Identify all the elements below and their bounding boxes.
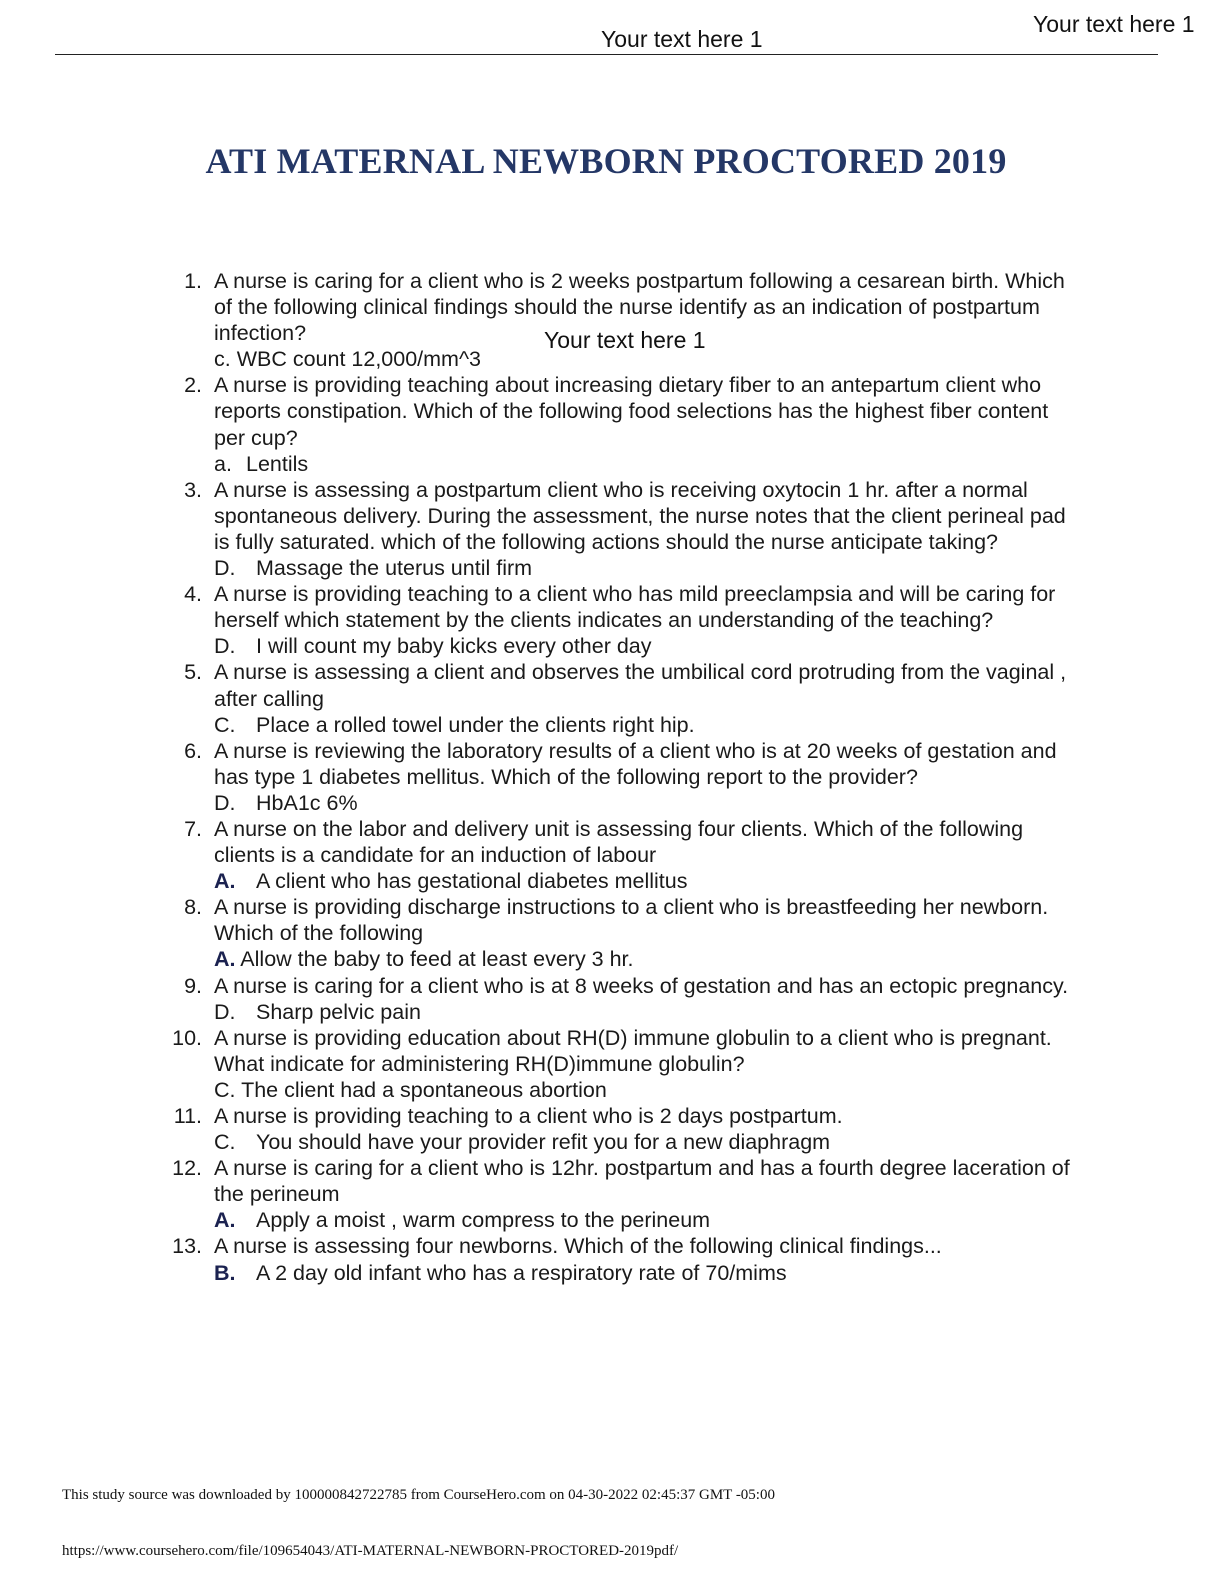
question-text: A nurse is providing education about RH(D) immune globulin to a client who is pregnant. What indicate for administering RH(D)immune globulin?: [214, 1025, 1052, 1076]
answer-letter: D.: [214, 999, 236, 1024]
answer-letter: A.: [214, 947, 236, 972]
question-item: [172, 659, 1072, 737]
footer-url: https://www.coursehero.com/file/109654043/ATI-MATERNAL-NEWBORN-PROCTORED-2019pdf/: [62, 1543, 679, 1559]
question-number: 7.: [184, 816, 202, 841]
question-text: A nurse is assessing a postpartum client who is receiving oxytocin 1 hr. after a normal spontaneous delivery. During the assessment, the nurse notes that the client perineal pad is fully saturated. which of the following actions should the nurse anticipate taking?: [214, 477, 1066, 554]
header-divider: [55, 54, 1158, 55]
question-text: A nurse is assessing a client and observes the umbilical cord protruding from the vaginal , after calling: [214, 660, 1067, 711]
answer-letter: D.: [214, 556, 236, 581]
watermark-text-mid: Your text here 1: [544, 327, 706, 353]
question-text: A nurse is reviewing the laboratory results of a client who is at 20 weeks of gestation and has type 1 diabetes mellitus. Which of the following report to the provider?: [214, 738, 1057, 789]
question-item: [172, 477, 1072, 581]
question-item: [172, 581, 1072, 659]
question-text: A nurse is providing teaching to a client who has mild preeclampsia and will be caring for herself which statement by the clients indicates an understanding of the teaching?: [214, 582, 1056, 633]
answer-line: [214, 633, 1072, 659]
question-number: 12.: [172, 1156, 202, 1181]
answer-letter: A.: [214, 1208, 236, 1233]
question-item: [172, 1025, 1072, 1103]
question-number: 6.: [184, 738, 202, 763]
answer-text: Apply a moist , warm compress to the perineum: [256, 1208, 711, 1233]
document-title: ATI MATERNAL NEWBORN PROCTORED 2019: [205, 141, 1007, 181]
answer-line: [214, 1207, 1072, 1233]
answer-text: A 2 day old infant who has a respiratory rate of 70/mims: [256, 1260, 787, 1285]
question-number: 1.: [184, 269, 202, 293]
answer-text: Massage the uterus until firm: [256, 556, 533, 581]
question-text: A nurse on the labor and delivery unit is assessing four clients. Which of the following clients is a candidate for an induction of labour: [214, 816, 1024, 868]
answer-line: [214, 555, 1072, 581]
answer-letter: C.: [214, 1130, 236, 1155]
question-number: 11.: [173, 1104, 202, 1128]
question-text: A nurse is providing teaching about increasing dietary fiber to an antepartum client who reports constipation. Which of the following food selections has the highest fiber content per cup?: [214, 373, 1049, 450]
answer-text: I will count my baby kicks every other day: [256, 634, 652, 659]
answer-line: [214, 790, 1072, 816]
question-text: A nurse is providing teaching to a client who is 2 days postpartum.: [214, 1104, 843, 1128]
answer-line: [214, 451, 1072, 477]
question-text: A nurse is providing discharge instructions to a client who is breastfeeding her newborn. Which of the following: [214, 895, 1049, 946]
question-list: [172, 268, 1072, 1286]
question-number: 8.: [184, 895, 202, 920]
answer-letter: D.: [214, 634, 236, 659]
answer-line: [214, 946, 1072, 972]
footer-download-notice: This study source was downloaded by 100000842722785 from CourseHero.com on 04-30-2022 02:45:37 GMT -05:00: [62, 1487, 775, 1503]
question-item: [172, 268, 1072, 372]
header-text: Your text here 1: [601, 26, 763, 52]
answer-text: Sharp pelvic pain: [256, 999, 421, 1024]
question-number: 2.: [184, 373, 202, 398]
question-number: 10.: [172, 1025, 202, 1050]
question-item: [172, 1103, 1072, 1155]
question-text: A nurse is caring for a client who is 2 weeks postpartum following a cesarean birth. Which of the following clinical findings should the nurse identify as an indication of postpartum infection?: [214, 269, 1065, 346]
question-number: 3.: [184, 477, 202, 502]
answer-letter: B.: [214, 1260, 236, 1285]
answer-text: Lentils: [246, 451, 309, 476]
answer-letter: a.: [214, 451, 232, 476]
answer-line: c. WBC count 12,000/mm^3: [214, 347, 481, 372]
question-number: 4.: [184, 582, 202, 607]
answer-letter: A.: [214, 869, 236, 894]
answer-text: You should have your provider refit you for a new diaphragm: [256, 1130, 831, 1155]
question-item: [172, 973, 1072, 1025]
question-text: A nurse is caring for a client who is 12hr. postpartum and has a fourth degree laceration of the perineum: [214, 1156, 1070, 1207]
answer-text: Allow the baby to feed at least every 3 hr.: [240, 947, 634, 972]
answer-line: [214, 712, 1072, 738]
watermark-text-top-right: Your text here 1: [1033, 11, 1195, 37]
question-text: A nurse is caring for a client who is at 8 weeks of gestation and has an ectopic pregnancy.: [214, 973, 1069, 998]
question-text: A nurse is assessing four newborns. Which of the following clinical findings...: [214, 1234, 942, 1259]
answer-line: C. The client had a spontaneous abortion: [214, 1077, 607, 1102]
question-number: 9.: [184, 973, 202, 998]
answer-letter: C.: [214, 712, 236, 737]
question-item: [172, 372, 1072, 476]
answer-line: [214, 1129, 1072, 1155]
answer-line: [214, 999, 1072, 1025]
answer-text: A client who has gestational diabetes mellitus: [256, 869, 688, 894]
question-item: [172, 816, 1072, 894]
answer-line: [214, 1260, 1072, 1286]
question-item: [172, 1155, 1072, 1233]
question-item: [172, 738, 1072, 816]
answer-line: [214, 868, 1072, 894]
answer-letter: D.: [214, 790, 236, 815]
question-item: [172, 894, 1072, 972]
answer-text: HbA1c 6%: [256, 790, 358, 815]
question-number: 13.: [172, 1234, 202, 1259]
question-item: [172, 1233, 1072, 1285]
answer-text: Place a rolled towel under the clients right hip.: [256, 712, 695, 737]
question-number: 5.: [184, 660, 202, 685]
